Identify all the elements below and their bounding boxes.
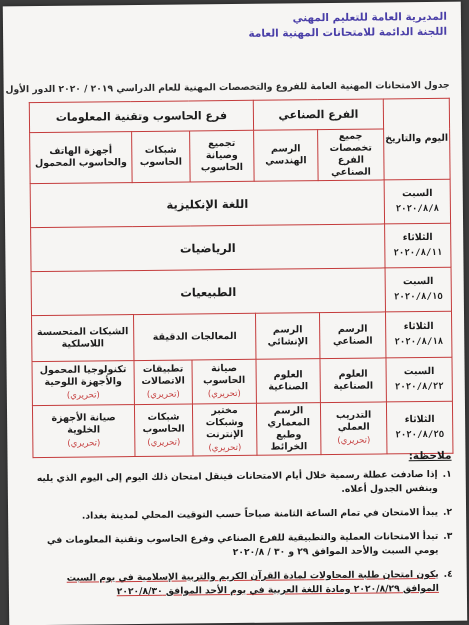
mobile-devices-header: أجهزة الهاتف والحاسوب المحمول [30,132,133,184]
subject-construction-drawing: الرسم الإنشائي [255,313,319,360]
day-cell: السبت ٢٠٢٠/٨/٨ [384,179,450,224]
subject-industrial-sciences: العلوم الصناعية [320,358,386,403]
letterhead [248,10,447,42]
day-date-header: اليوم والتاريخ [383,98,450,180]
subject-cellular-maintenance: صيانة الأجهزة الخلوية (تحريري) [32,405,135,458]
subject-practical-training: التدريب العملي (تحريري) [320,402,387,455]
subject-microprocessors: المعالجات الدقيقة [133,313,255,360]
subject-computer-networks: شبكات الحاسوب (تحريري) [134,404,193,457]
computer-networks-header: شبكات الحاسوب [132,131,191,183]
document-page [3,2,467,625]
subject-computer-maintenance: صيانة الحاسوب (تحريري) [192,359,256,404]
subject-industrial-drawing: الرسم الصناعي [319,312,385,359]
subject-english: اللغة الإنكليزية [30,180,384,228]
subject-physics: الطبيعيات [31,268,385,316]
directorate-name: المديرية العامة للتعليم المهني [292,10,447,25]
day-cell: الثلاثاء ٢٠٢٠/٨/٢٥ [386,401,453,454]
note-item: ٢. يبدأ الامتحان في تمام الساعة الثامنة صباحاً حسب التوقيت المحلي لمدينة بغداد. [81,506,453,522]
notes-list [27,468,453,610]
day-cell: السبت ٢٠٢٠/٨/٢٢ [386,357,452,402]
note-item: ١. إذا صادفت عطلة رسمية خلال أيام الامتحانات فينقل امتحان ذلك اليوم إلى اليوم الذي يليه وبنفس الجدول أعلاه. [36,468,452,495]
note-item: ٣. تبدأ الامتحانات العملية والتطبيقية للفرع الصناعي وفرع الحاسوب وتقنية المعلومات في يومي السبت والأحد الموافق ٢٩ و ٣٠ / ٢٠٢٠/٨ [46,530,453,559]
subject-mobile-tech: تكنولوجيا المحمول والأجهزة اللوحية (تحريري) [32,361,134,406]
day-cell: الثلاثاء ٢٠٢٠/٨/١١ [385,223,451,268]
subject-comm-apps: تطبيقات الاتصالات (تحريري) [134,360,192,405]
subject-architectural-drawing: الرسم المعماري وطبع الخرائط [256,403,321,456]
subject-mathematics: الرياضيات [31,224,385,272]
all-industrial-specialties: جميع تخصصات الفرع الصناعي [318,129,385,181]
subject-internet-lab: مختبر وشبكات الإنترنت (تحريري) [192,403,257,456]
committee-name: اللجنة الدائمة للامتحانات المهنية العامة [248,25,448,40]
computer-branch-header: فرع الحاسوب وتقنية المعلومات [29,100,253,132]
notes-heading: ملاحظة: [408,449,452,463]
computer-assembly-header: تجميع وصيانة الحاسوب [190,130,255,182]
schedule-title: جدول الامتحانات المهنية العامة للفروع والتخصصات المهنية للعام الدراسي ٢٠١٩ / ٢٠٢٠ الدور الأول [5,79,450,96]
subject-wireless-networks: الشبكات المتحسسة اللاسلكية [31,315,133,362]
industrial-branch-header: الفرع الصناعي [253,99,383,130]
day-cell: السبت ٢٠٢٠/٨/١٥ [385,267,451,312]
exam-schedule-table [29,98,454,458]
day-cell: الثلاثاء ٢٠٢٠/٨/١٨ [385,311,451,358]
note-item: ٤. يكون امتحان طلبة المحاولات لمادة القرآن الكريم والتربية الإسلامية في يوم السبت الموافق ٢٠٢٠/٨/٢٩ ومادة اللغة العربية في يوم الأحد الموافق ٢٠٢٠/٨/٣٠ [66,568,453,598]
engineering-drawing-header: الرسم الهندسي [254,130,319,182]
subject-industrial-sciences: العلوم الصناعية [256,359,320,404]
